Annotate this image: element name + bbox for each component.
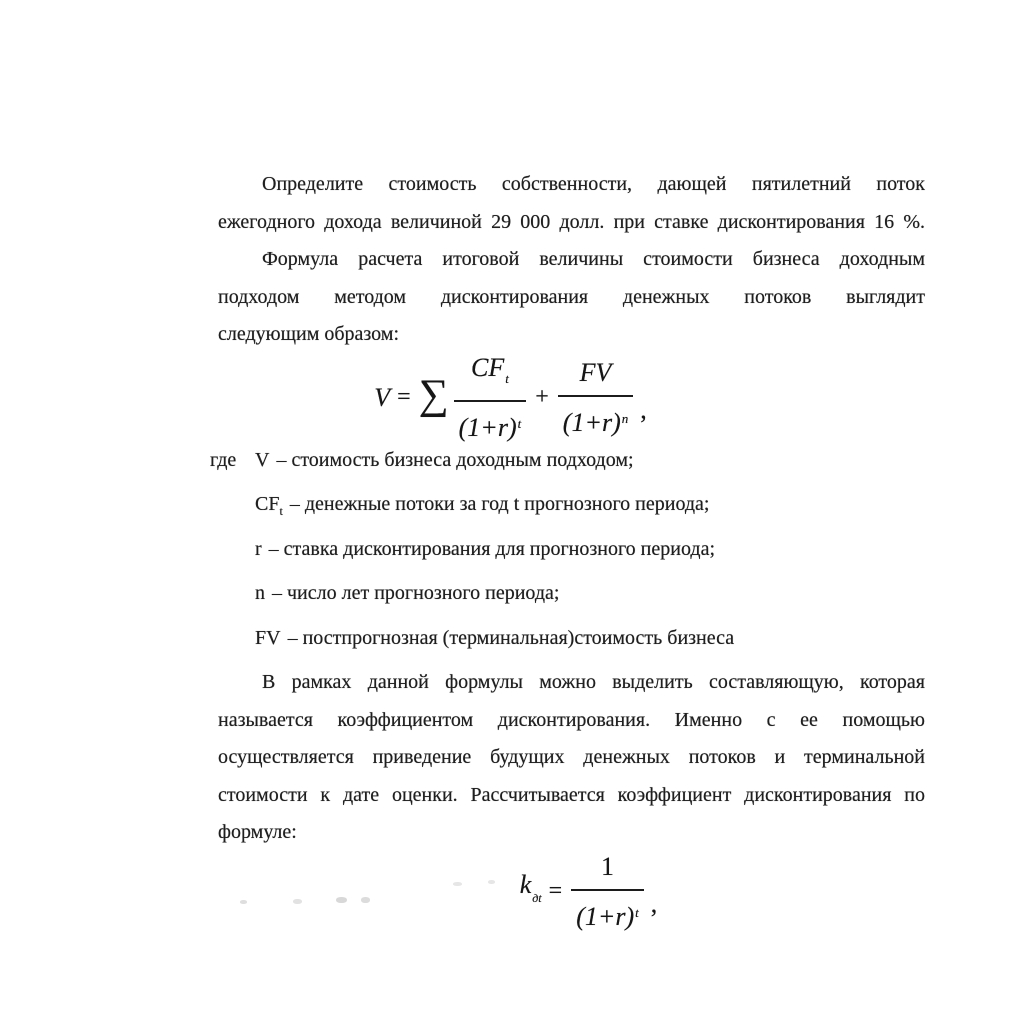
formula-lhs: V: [374, 382, 391, 412]
fraction-fv: [558, 354, 633, 441]
scan-artifact: [293, 899, 302, 904]
definition-term: r: [255, 537, 262, 560]
fraction-discount: [571, 848, 644, 935]
dcf-value-formula: [157, 354, 864, 442]
text-line: Формула расчета итоговой величины стоимости бизнеса доходным: [262, 248, 925, 270]
definition-list: [210, 442, 925, 665]
sigma-summation: ∑: [418, 372, 449, 418]
fraction-cf: [454, 349, 527, 447]
paragraph-task: [218, 166, 925, 241]
document-body: [210, 166, 925, 932]
list-item: [210, 486, 925, 531]
list-item: [210, 620, 925, 665]
definition-text: – ставка дисконтирования для прогнозного периода;: [268, 537, 715, 560]
superscript-t: t: [517, 416, 522, 431]
trailing-comma: ,: [640, 394, 647, 424]
definition-term: $CF_t$: [255, 493, 283, 518]
definition-text: – денежные потоки за год t прогнозного периода;: [289, 493, 710, 515]
scan-artifact: [361, 897, 370, 903]
list-item: [210, 575, 925, 620]
text-line: стоимости к дате оценки. Рассчитывается коэффициент дисконтирования по: [218, 783, 925, 806]
text-line: формуле:: [218, 821, 297, 843]
paragraph-formula-intro: [218, 241, 925, 354]
text-line: называется коэффициентом дисконтирования. Именно с ее помощью: [218, 708, 925, 731]
scan-artifact: [336, 897, 347, 903]
scan-artifact: [240, 900, 247, 904]
definition-term: n: [255, 582, 265, 604]
discount-coefficient-formula: [235, 852, 942, 932]
scan-artifact: [488, 880, 495, 884]
definition-term: V: [255, 448, 270, 471]
where-label-spacer: [210, 620, 255, 665]
definition-text: – постпрогнозная (терминальная)стоимость бизнеса: [287, 626, 735, 649]
definition-text: – стоимость бизнеса доходным подходом;: [276, 448, 634, 471]
fraction-denominator: $(1+r)^t$: [454, 400, 527, 447]
where-label-spacer: [210, 575, 255, 620]
trailing-comma: ,: [650, 888, 658, 918]
fraction-denominator: $(1+r)^n$: [558, 395, 633, 442]
fraction-numerator: $CF_t$: [471, 352, 509, 386]
list-item: [210, 442, 925, 487]
equals-sign: =: [397, 383, 411, 410]
where-label: где: [210, 448, 237, 471]
superscript-n: n: [621, 410, 629, 426]
fraction-numerator: FV: [579, 358, 612, 387]
equals-sign: =: [548, 877, 563, 904]
text-line: В рамках данной формулы можно выделить составляющую, которая: [262, 671, 925, 693]
definition-term: FV: [255, 626, 281, 649]
subscript-dt: дt: [532, 890, 542, 905]
text-line: подходом методом дисконтирования денежных потоков выглядит: [218, 285, 925, 308]
fraction-denominator: $(1+r)^t$: [571, 889, 644, 936]
paragraph-discount-coefficient: [218, 664, 925, 852]
plus-sign: +: [535, 383, 549, 410]
text-line: осуществляется приведение будущих денежных потоков и терминальной: [218, 746, 925, 768]
definition-text: – число лет прогнозного периода;: [272, 582, 560, 604]
where-label-spacer: [210, 486, 255, 531]
where-label-spacer: [210, 531, 255, 576]
scan-artifact: [453, 882, 462, 886]
formula-lhs: $k_{дt}$: [519, 869, 542, 905]
text-line: следующим образом:: [218, 323, 400, 345]
text-line: ежегодного дохода величиной 29 000 долл. при ставке дисконтирования 16 %.: [218, 210, 925, 233]
fraction-numerator: 1: [600, 852, 614, 881]
text-line: Определите стоимость собственности, дающей пятилетний поток: [262, 173, 925, 195]
list-item: [210, 531, 925, 576]
superscript-t: t: [635, 904, 639, 920]
subscript-t: t: [505, 370, 509, 386]
